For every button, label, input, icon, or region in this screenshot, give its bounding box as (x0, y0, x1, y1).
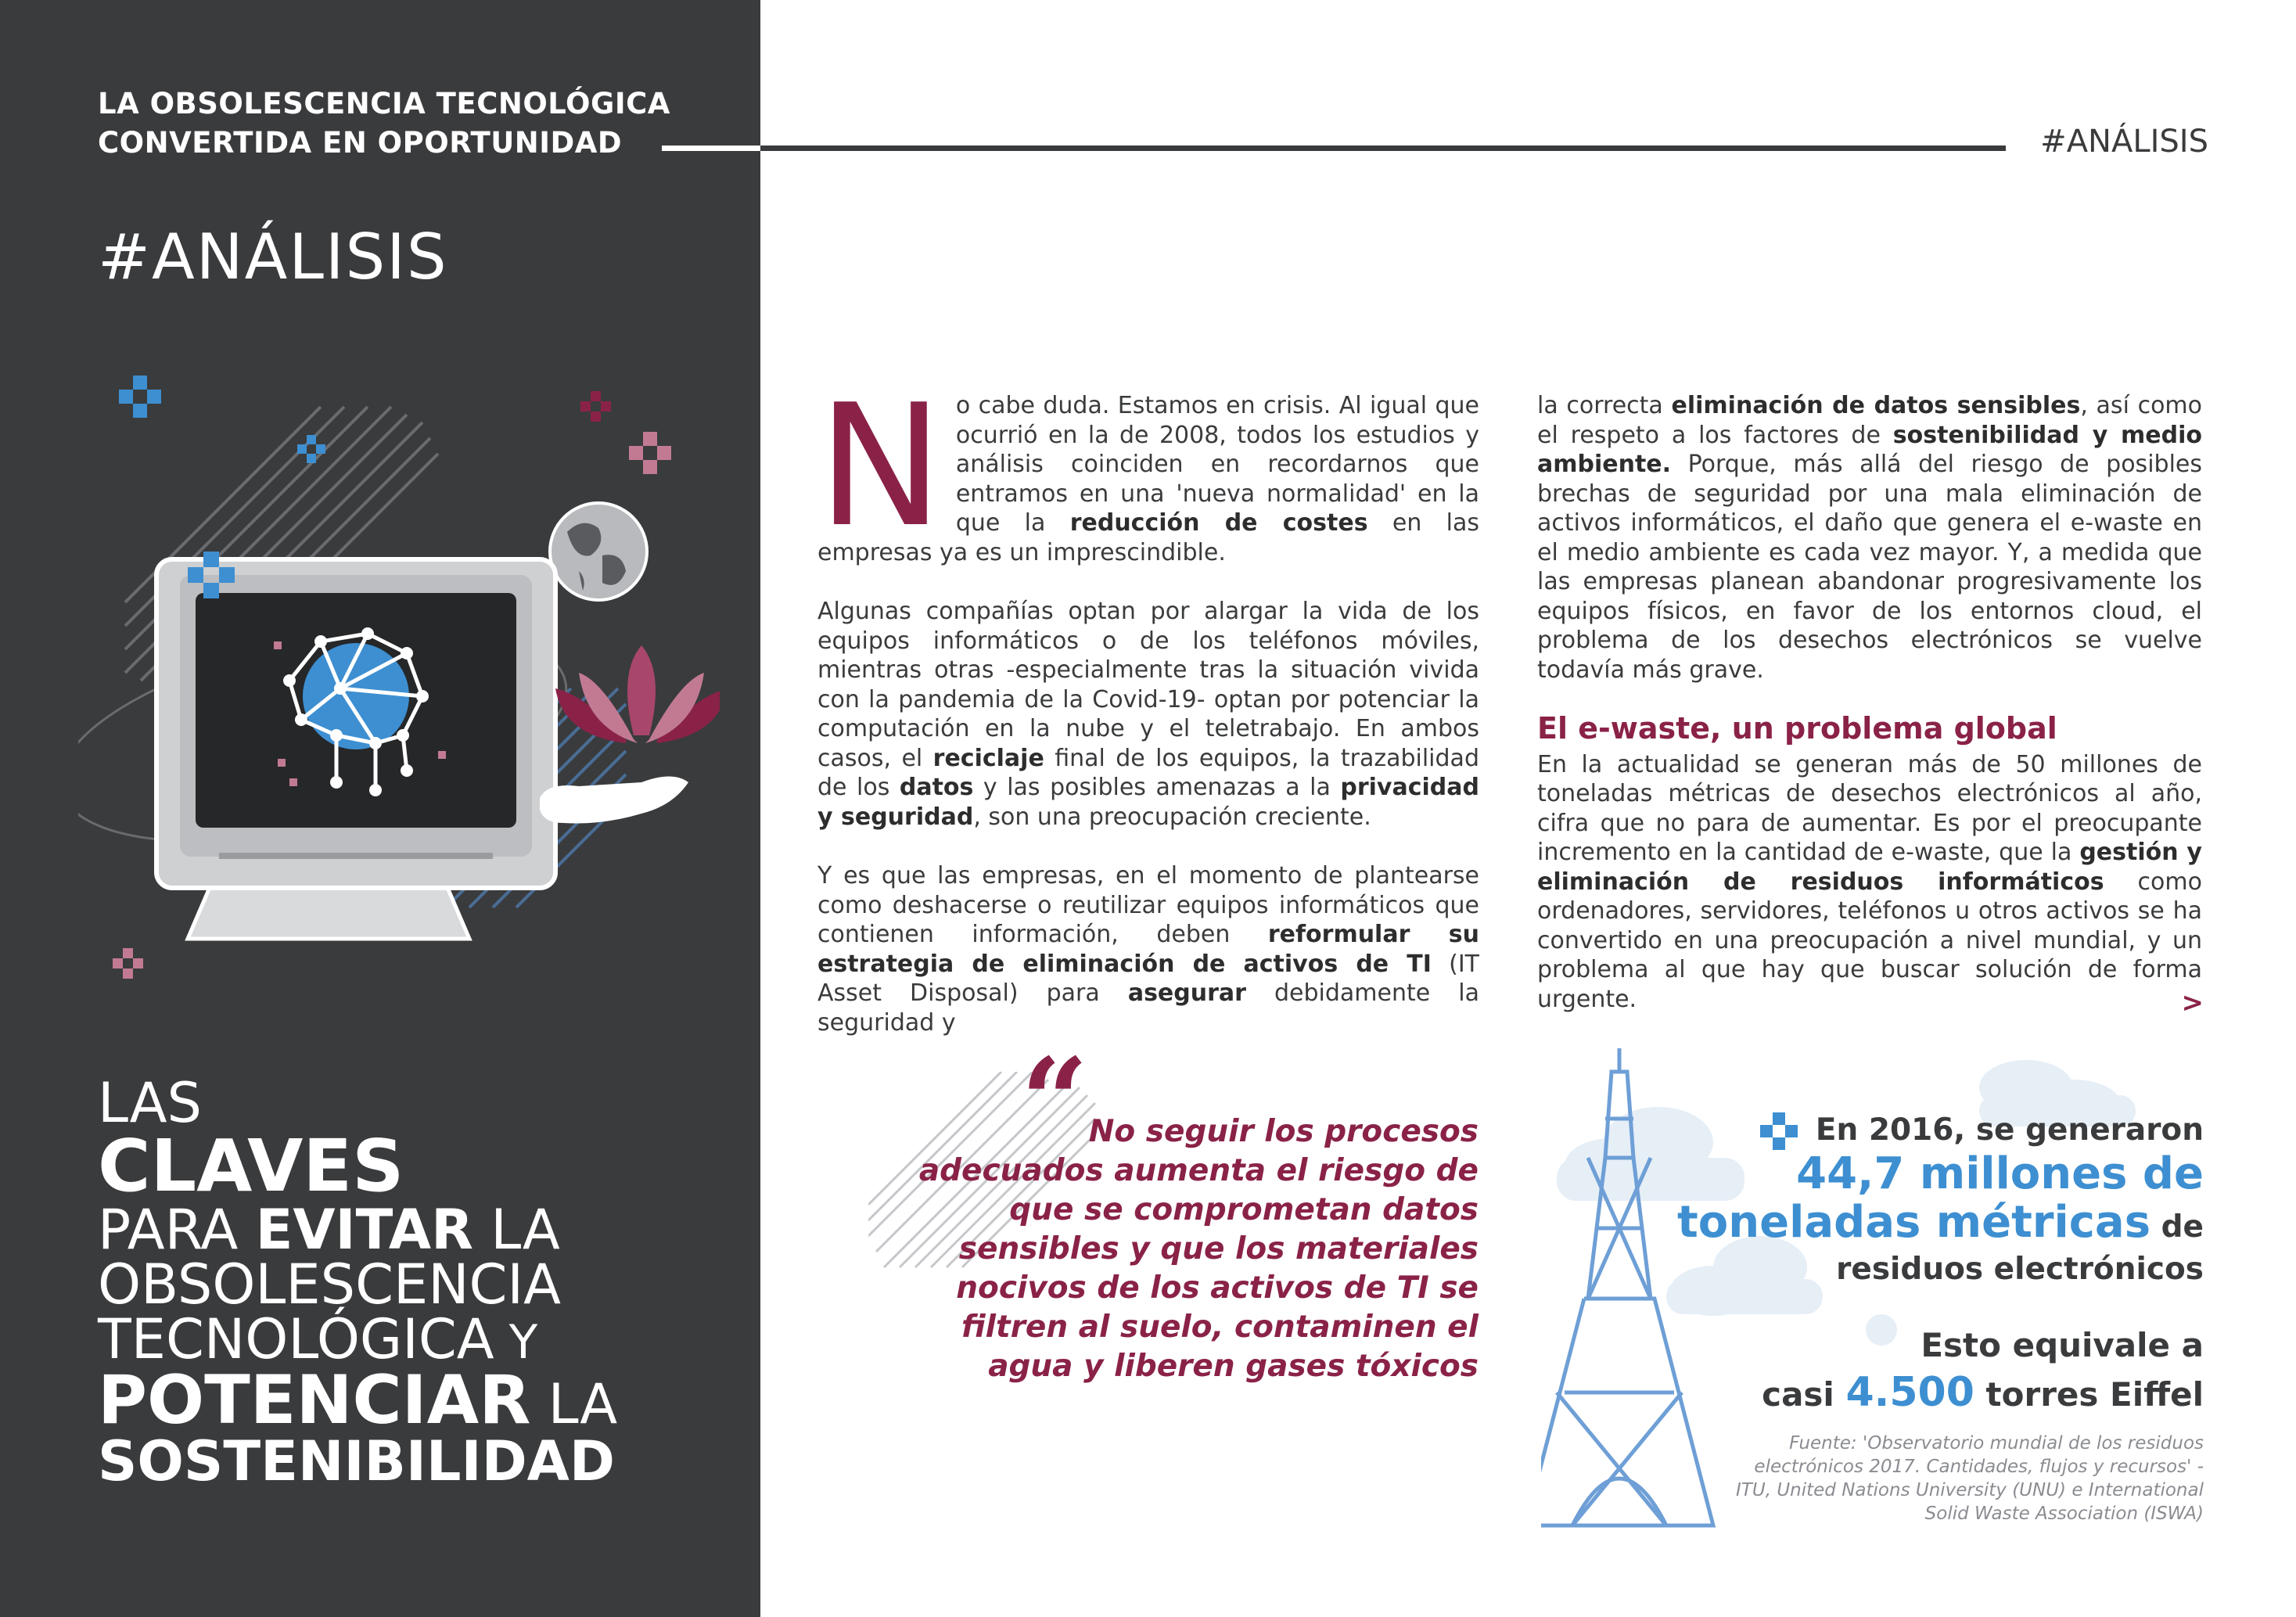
stat-big-line2-after: de (2150, 1209, 2204, 1245)
main-headline (98, 1071, 755, 1493)
continue-arrow-icon: > (2181, 987, 2204, 1019)
headline-line3c: LA (473, 1198, 560, 1262)
globe-icon (550, 503, 647, 600)
section-subheading: El e-waste, un problema global (1537, 711, 2057, 746)
obsolete-computer-illustration (78, 344, 720, 1017)
pixel-cross-pink-2 (113, 948, 143, 979)
emphasis-text: sostenibilidad y medio ambiente. (1537, 421, 2202, 478)
left-panel (0, 0, 760, 1617)
equivalence-pre: casi (1762, 1375, 1846, 1414)
statistic-block (1656, 1111, 2204, 1288)
monitor-stand (188, 884, 469, 939)
emphasis-text: reducción de costes (1069, 509, 1368, 537)
stat-big-line2-wrap (1656, 1198, 2204, 1252)
body-text: , así como el respeto a los factores de (1537, 392, 2202, 449)
equivalence-post: torres Eiffel (1974, 1375, 2204, 1414)
headline-line3a: PARA (98, 1198, 256, 1262)
body-text: o cabe duda. Estamos en crisis. Al igual que ocurrió en la de 2008, todos los estudios y análisis coinciden en recordarnos que entramos en una 'nueva normalidad' en la que la (955, 392, 1479, 537)
headline-line6 (98, 1361, 755, 1439)
headline-line3b: EVITAR (255, 1198, 473, 1262)
headline-line4: OBSOLESCENCIA (98, 1252, 561, 1317)
pixel-cross-pink-1 (629, 432, 671, 474)
equivalence-line1: Esto equivale a (1921, 1326, 2204, 1364)
emphasis-text: gestión y eliminación de residuos informáticos (1537, 839, 2202, 896)
body-text: Y es que las empresas, en el momento de plantearse como deshacerse o reutilizar equipos informáticos que contienen información, deben (817, 862, 1479, 948)
body-text: Porque, más allá del riesgo de posibles brechas de seguridad por una mala eliminación de activos informáticos, el daño que genera el e-waste en el medio ambiente es cada vez mayor. Y, a medida que las empresas planean abandonar progresivamente los equipos físicos, en favor de los entornos cloud, el problema de los desechos electrónicos se vuelve todavía más grave. (1537, 451, 2202, 684)
pixel-cross-blue-1 (119, 376, 161, 418)
body-text: En la actualidad se generan más de 50 millones de toneladas métricas de desechos electrónicos al año, cifra que no para de aumentar. Es por el preocupante incremento en la cantidad de e-waste, que la (1537, 750, 2202, 866)
body-text: (IT Asset Disposal) para (817, 950, 1480, 1007)
article-paragraph-3 (817, 861, 1479, 1037)
drop-cap: N (817, 368, 943, 564)
header-rule (662, 146, 2006, 151)
emphasis-text: reformular su estrategia de eliminación de activos de TI (817, 921, 1480, 978)
headline-line5b: Y (494, 1315, 538, 1370)
magazine-header-title (98, 84, 771, 163)
headline-line1: LAS (98, 1071, 202, 1135)
headline-line6a: POTENCIAR (98, 1361, 531, 1439)
stat-highlight (1656, 1150, 2204, 1252)
body-text: la correcta (1537, 392, 1672, 419)
headline-line6b: LA (530, 1372, 618, 1436)
emphasis-text: privacidad y seguridad (817, 774, 1479, 831)
section-tag: #ANÁLISIS (98, 221, 448, 293)
source-citation: Fuente: 'Observatorio mundial de los residuos electrónicos 2017. Cantidades, flujos y recursos' - ITU, United Nations University (UNU) e International Solid Waste Association (ISWA) (1736, 1433, 2204, 1524)
headline-line5 (98, 1307, 755, 1371)
emphasis-text: datos (899, 774, 974, 801)
header-title-line1: LA OBSOLESCENCIA TECNOLÓGICA (98, 87, 670, 120)
header-rule-segment (662, 146, 760, 151)
headline-line2: CLAVES (98, 1124, 404, 1208)
pixel-cross-maroon-1 (580, 391, 611, 422)
equivalence-number: 4.500 (1845, 1369, 1974, 1416)
headline-line5a: TECNOLÓGICA (98, 1307, 494, 1371)
stat-big-line2: toneladas métricas (1677, 1197, 2151, 1248)
emphasis-text: reciclaje (932, 744, 1044, 772)
equivalence-line2 (1734, 1369, 2204, 1418)
article-paragraph-5 (1537, 750, 2202, 1015)
body-text: final de los equipos, la trazabilidad de los (817, 744, 1479, 801)
pull-quote-text: No seguir los procesos adecuados aumenta el riesgo de que se comprometan datos sensibles y que los materiales nocivos de los activos de TI se filtren al suelo, contaminen el agua y liberen gases tóxicos (918, 1114, 1479, 1384)
headline-line3 (98, 1198, 755, 1262)
body-text: , son una preocupación creciente. (973, 803, 1371, 831)
quotation-mark-icon: “ (1021, 1033, 1089, 1170)
pull-quote (868, 1033, 1479, 1447)
emphasis-text: eliminación de datos sensibles (1671, 392, 2081, 419)
emphasis-text: asegurar (1127, 979, 1246, 1007)
body-text: y las posibles amenazas a la (973, 774, 1341, 801)
stat-line3: residuos electrónicos (1836, 1252, 2204, 1287)
article-paragraph-2 (817, 597, 1479, 832)
article-paragraph-4 (1537, 391, 2202, 685)
header-title-line2: CONVERTIDA EN OPORTUNIDAD (98, 126, 623, 160)
body-text: en las empresas ya es un imprescindible. (817, 509, 1479, 566)
header-section-tag-right: #ANÁLISIS (2040, 124, 2208, 160)
headline-line7: SOSTENIBILIDAD (98, 1429, 615, 1493)
article-column-2 (1537, 391, 2202, 1044)
article-paragraph-1 (817, 368, 1479, 567)
open-hand-icon (540, 777, 688, 824)
equivalence-block (1734, 1322, 2204, 1418)
pixel-cross-blue-2 (297, 435, 325, 463)
stat-big-line1: 44,7 millones de (1796, 1148, 2204, 1199)
body-text: Algunas compañías optan por alargar la vida de los equipos informáticos o de los teléfonos móviles, mientras otras -especialmente tras la situación vivida con la pandemia de la Covid-19- optan por potenciar la computación en la nube y el teletrabajo. En ambos casos, el (817, 598, 1479, 772)
body-text: como ordenadores, servidores, teléfonos u otros activos se ha convertido en una preocupación a nivel mundial, y un problema al que hay que buscar solución de forma urgente. (1537, 868, 2202, 1013)
stat-intro: En 2016, se generaron (1815, 1112, 2204, 1148)
body-text: debidamente la seguridad y (817, 979, 1479, 1037)
article-column-1 (817, 368, 1480, 1067)
